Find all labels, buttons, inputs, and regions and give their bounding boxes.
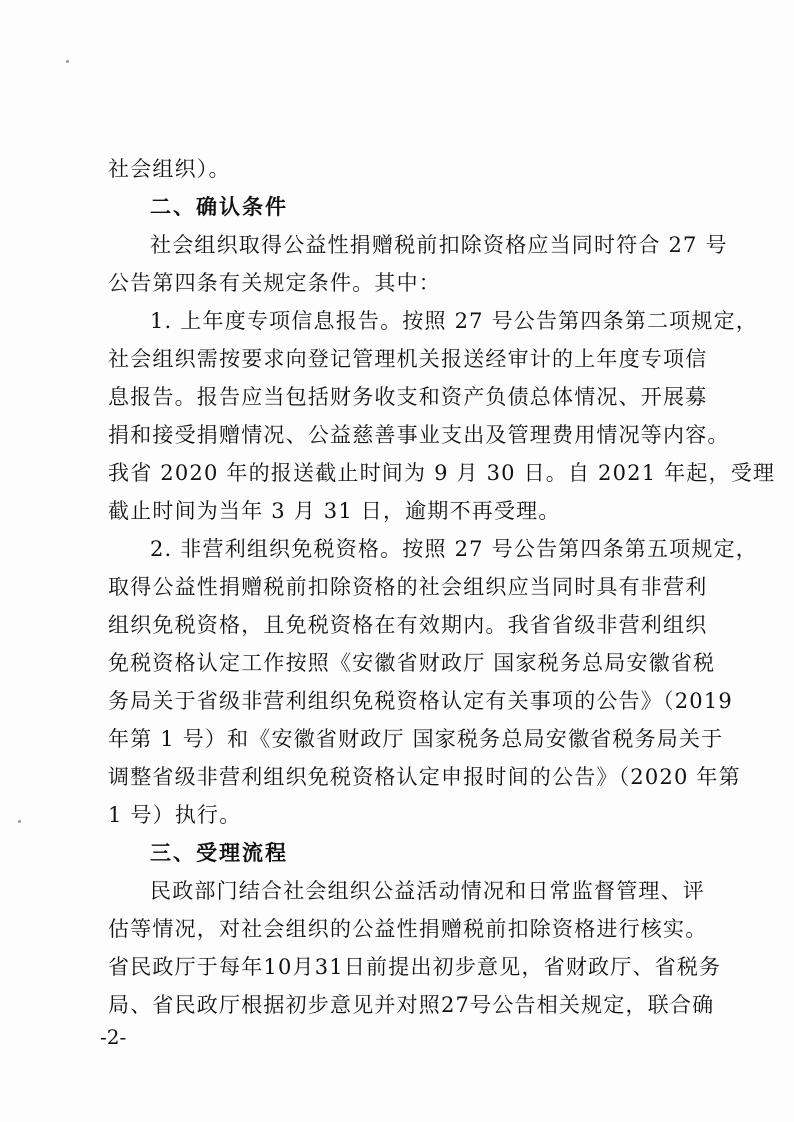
text-line-9: 我省 2020 年的报送截止时间为 9 月 30 日。自 2021 年起，受理 (108, 461, 776, 485)
section-heading-confirm-conditions: 二、确认条件 (150, 195, 288, 219)
text-line-15: 务局关于省级非营利组织免税资格认定有关事项的公告》（2019 (108, 689, 733, 713)
scan-speck (18, 820, 21, 823)
section-heading-acceptance-process: 三、受理流程 (150, 841, 288, 865)
text-line-11: 2. 非营利组织免税资格。按照 27 号公告第四条第五项规定， (150, 537, 758, 561)
text-line-23: 局、省民政厅根据初步意见并对照27号公告相关规定，联合确 (108, 993, 715, 1017)
text-line-12: 取得公益性捐赠税前扣除资格的社会组织应当同时具有非营利 (108, 575, 708, 599)
text-line-10: 截止时间为当年 3 月 31 日，逾期不再受理。 (108, 499, 561, 523)
text-line-1: 社会组织）。 (108, 157, 231, 181)
text-line-16: 年第 1 号）和《安徽省财政厅 国家税务总局安徽省税务局关于 (108, 727, 724, 751)
text-line-21: 估等情况，对社会组织的公益性捐赠税前扣除资格进行核实。 (108, 917, 708, 941)
text-line-20: 民政部门结合社会组织公益活动情况和日常监督管理、评 (150, 879, 705, 903)
text-line-6: 社会组织需按要求向登记管理机关报送经审计的上年度专项信 (108, 347, 708, 371)
scan-speck (66, 60, 69, 63)
text-line-7: 息报告。报告应当包括财务收支和资产负债总体情况、开展募 (108, 385, 708, 409)
text-line-14: 免税资格认定工作按照《安徽省财政厅 国家税务总局安徽省税 (108, 651, 716, 675)
text-line-3: 社会组织取得公益性捐赠税前扣除资格应当同时符合 27 号 (150, 233, 728, 257)
text-line-13: 组织免税资格，且免税资格在有效期内。我省省级非营利组织 (108, 613, 708, 637)
text-line-17: 调整省级非营利组织免税资格认定申报时间的公告》（2020 年第 (108, 765, 741, 789)
text-line-4: 公告第四条有关规定条件。其中： (108, 271, 441, 295)
text-line-8: 捐和接受捐赠情况、公益慈善事业支出及管理费用情况等内容。 (108, 423, 730, 447)
text-line-5: 1. 上年度专项信息报告。按照 27 号公告第四条第二项规定， (150, 309, 758, 333)
page-number: -2- (100, 1025, 127, 1049)
text-line-18: 1 号）执行。 (108, 803, 242, 827)
text-line-22: 省民政厅于每年10月31日前提出初步意见，省财政厅、省税务 (108, 955, 722, 979)
